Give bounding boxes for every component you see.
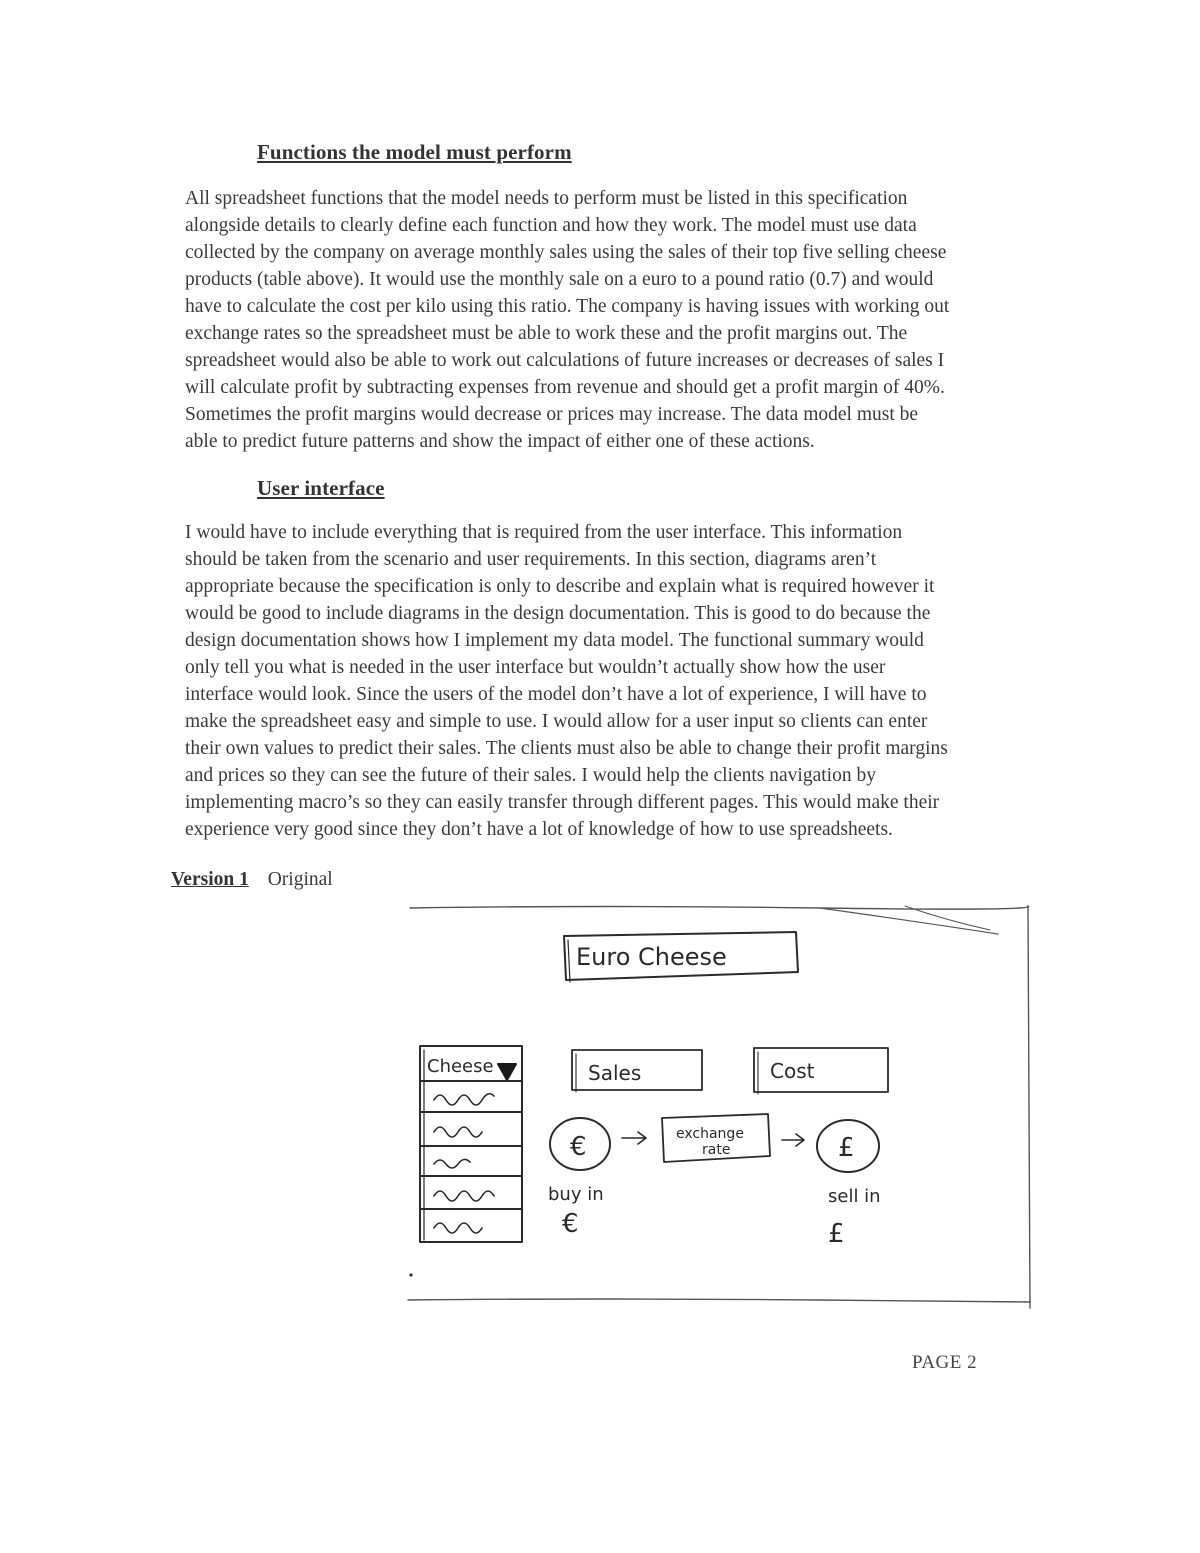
functions-paragraph bbox=[185, 185, 1055, 455]
exchange-rate-line2: rate bbox=[702, 1142, 731, 1158]
scribble bbox=[434, 1094, 494, 1105]
paragraph-line: alongside details to clearly define each function and how they work. The model must use data bbox=[185, 215, 917, 236]
section-heading-user-interface: User interface bbox=[257, 476, 385, 500]
paragraph-line: will calculate profit by subtracting expenses from revenue and should get a profit margin of 40%. bbox=[185, 377, 945, 398]
sales-box-text: Sales bbox=[588, 1061, 642, 1085]
exchange-rate-line1: exchange bbox=[676, 1126, 744, 1142]
dropdown-label: Cheese bbox=[427, 1056, 494, 1077]
sell-in-label: sell in bbox=[828, 1186, 881, 1207]
paragraph-line: and prices so they can see the future of their sales. I would help the clients navigation by bbox=[185, 765, 876, 786]
cost-box-text: Cost bbox=[770, 1059, 815, 1083]
cheese-dropdown bbox=[420, 1046, 522, 1242]
title-box-text: Euro Cheese bbox=[576, 943, 727, 971]
ui-sketch bbox=[400, 900, 1040, 1320]
paragraph-line: make the spreadsheet easy and simple to use. I would allow for a user input so clients can enter bbox=[185, 711, 928, 732]
scribble bbox=[434, 1127, 482, 1137]
paragraph-line: collected by the company on average monthly sales using the sales of their top five selling cheese bbox=[185, 242, 947, 263]
paragraph-line: implementing macro’s so they can easily transfer through different pages. This would make their bbox=[185, 792, 940, 813]
exchange-rate-box bbox=[662, 1114, 770, 1162]
title-box bbox=[564, 932, 798, 982]
paragraph-line: interface would look. Since the users of the model don’t have a lot of experience, I will have to bbox=[185, 684, 927, 705]
arrow-right-icon bbox=[782, 1134, 804, 1146]
version-name: Original bbox=[267, 869, 333, 890]
user-interface-paragraph bbox=[185, 519, 1055, 843]
paragraph-line: only tell you what is needed in the user interface but wouldn’t actually show how the user bbox=[185, 657, 886, 678]
paragraph-line: appropriate because the specification is only to describe and explain what is required however it bbox=[185, 576, 935, 597]
cost-box bbox=[754, 1048, 888, 1094]
scribble bbox=[434, 1159, 470, 1168]
dropdown-arrow-icon bbox=[498, 1064, 516, 1080]
paragraph-line: spreadsheet would also be able to work out calculations of future increases or decreases of sales I bbox=[185, 350, 945, 371]
section-heading-functions: Functions the model must perform bbox=[257, 140, 572, 164]
sell-in-currency-icon: £ bbox=[828, 1219, 845, 1249]
paragraph-line: should be taken from the scenario and user requirements. In this section, diagrams aren’t bbox=[185, 549, 877, 570]
sales-box bbox=[572, 1050, 702, 1092]
version-caption bbox=[171, 869, 333, 891]
paragraph-line: able to predict future patterns and show the impact of either one of these actions. bbox=[185, 431, 815, 452]
buy-in-label: buy in bbox=[548, 1184, 604, 1205]
scribble bbox=[434, 1191, 494, 1201]
paragraph-line: exchange rates so the spreadsheet must be able to work these and the profit margins out. The bbox=[185, 323, 908, 344]
paragraph-line: would be good to include diagrams in the design documentation. This is good to do because the bbox=[185, 603, 931, 624]
paragraph-line: All spreadsheet functions that the model needs to perform must be listed in this specification bbox=[185, 188, 908, 209]
paragraph-line: I would have to include everything that is required from the user interface. This information bbox=[185, 522, 903, 543]
euro-icon: € bbox=[570, 1132, 587, 1162]
pound-circle bbox=[817, 1120, 879, 1172]
version-label: Version 1 bbox=[171, 869, 249, 890]
buy-in-currency-icon: € bbox=[562, 1209, 579, 1239]
paragraph-line: their own values to predict their sales. The clients must also be able to change their profit margins bbox=[185, 738, 948, 759]
paragraph-line: experience very good since they don’t have a lot of knowledge of how to use spreadsheets. bbox=[185, 819, 893, 840]
pound-icon: £ bbox=[838, 1133, 855, 1163]
paragraph-line: design documentation shows how I implement my data model. The functional summary would bbox=[185, 630, 924, 651]
scribble bbox=[434, 1223, 482, 1233]
paragraph-line: Sometimes the profit margins would decrease or prices may increase. The data model must be bbox=[185, 404, 919, 425]
euro-circle bbox=[550, 1118, 610, 1170]
page-number: PAGE 2 bbox=[912, 1352, 978, 1373]
paragraph-line: products (table above). It would use the monthly sale on a euro to a pound ratio (0.7) and would bbox=[185, 269, 934, 290]
arrow-right-icon bbox=[622, 1132, 646, 1144]
paragraph-line: have to calculate the cost per kilo using this ratio. The company is having issues with working out bbox=[185, 296, 950, 317]
